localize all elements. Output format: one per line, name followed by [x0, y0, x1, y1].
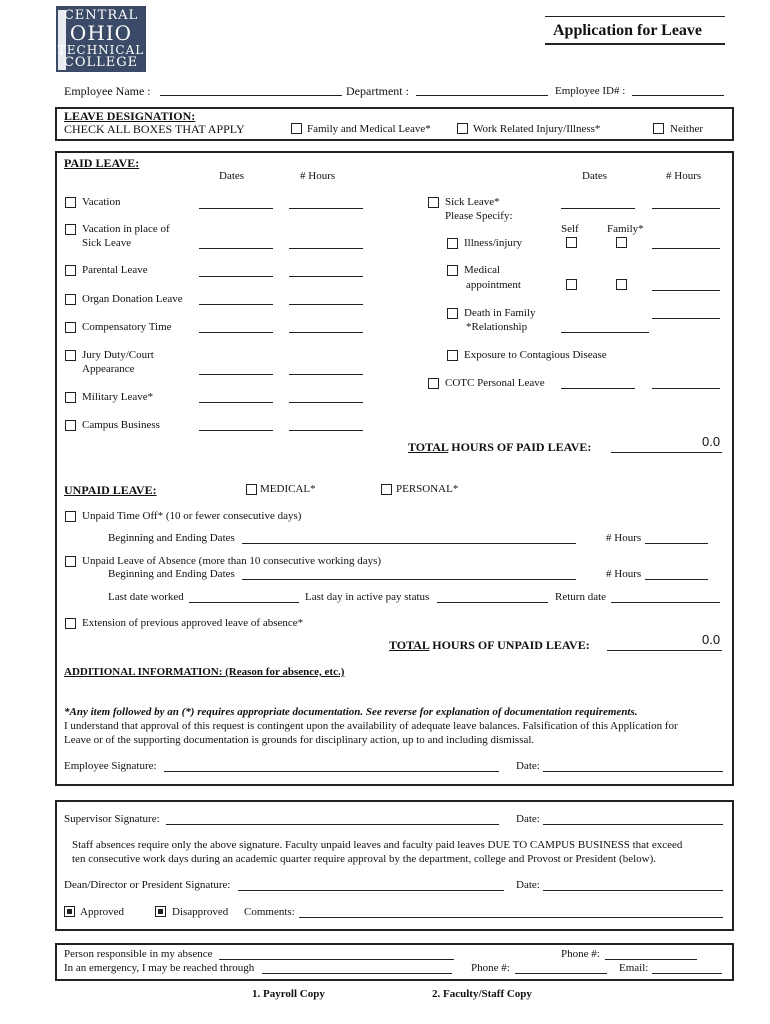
cotc-dates-field[interactable]	[561, 388, 635, 389]
medical-appt-label-1: Medical	[464, 264, 501, 276]
dean-date-field[interactable]	[543, 890, 723, 891]
unpaid-hours-label-1: # Hours	[606, 532, 642, 544]
employee-id-label: Employee ID# :	[555, 85, 626, 97]
extension-label: Extension of previous approved leave of absence*	[82, 617, 304, 629]
responsible-phone-field[interactable]	[605, 959, 697, 960]
payroll-copy-label: 1. Payroll Copy	[252, 988, 325, 1000]
organ-dates-field[interactable]	[199, 304, 273, 305]
death-family-checkbox[interactable]	[447, 308, 458, 319]
designation-subtitle: CHECK ALL BOXES THAT APPLY	[64, 122, 245, 136]
paid-leave-title: PAID LEAVE:	[64, 156, 140, 170]
campus-dates-field[interactable]	[199, 430, 273, 431]
total-paid-label	[408, 440, 591, 455]
emergency-label: In an emergency, I may be reached through	[64, 962, 255, 974]
dean-date-label: Date:	[516, 879, 540, 891]
responsible-person-field[interactable]	[219, 959, 454, 960]
dean-signature-field[interactable]	[238, 890, 504, 891]
begin-end-label-1: Beginning and Ending Dates	[108, 532, 235, 544]
medical-self-checkbox[interactable]	[566, 279, 577, 290]
work-injury-checkbox[interactable]	[457, 123, 468, 134]
department-label: Department :	[346, 84, 409, 98]
organ-donation-checkbox[interactable]	[65, 294, 76, 305]
campus-business-checkbox[interactable]	[65, 420, 76, 431]
employee-date-field[interactable]	[543, 771, 723, 772]
designation-title: LEAVE DESIGNATION:	[64, 109, 196, 123]
vacation-label: Vacation	[82, 196, 121, 208]
department-field[interactable]	[416, 95, 548, 96]
college-logo	[56, 6, 146, 72]
sick-hours-field[interactable]	[652, 208, 720, 209]
unpaid-leave-title: UNPAID LEAVE:	[64, 483, 157, 497]
jury-duty-label-1: Jury Duty/Court	[82, 349, 154, 361]
emergency-phone-field[interactable]	[515, 973, 607, 974]
title-bottom-rule	[545, 43, 725, 45]
unpaid-absence-label: Unpaid Leave of Absence (more than 10 consecutive working days)	[82, 555, 382, 567]
death-hours-field[interactable]	[652, 318, 720, 319]
staff-note-2: ten consecutive work days during an academic quarter require approval by the department, college and Provost or President (below).	[72, 853, 657, 865]
vacation-sick-label-2: Sick Leave	[82, 237, 132, 249]
title-top-rule	[545, 16, 725, 17]
comments-label: Comments:	[244, 906, 295, 918]
last-pay-field[interactable]	[437, 602, 548, 603]
total-unpaid-rest: HOURS OF UNPAID LEAVE:	[432, 638, 590, 652]
vacation-sick-checkbox[interactable]	[65, 224, 76, 235]
organ-hours-field[interactable]	[289, 304, 363, 305]
illness-self-checkbox[interactable]	[566, 237, 577, 248]
please-specify-label: Please Specify:	[445, 210, 513, 222]
organ-donation-label: Organ Donation Leave	[82, 293, 183, 305]
sick-dates-field[interactable]	[561, 208, 635, 209]
vacation-sick-dates-field[interactable]	[199, 248, 273, 249]
neither-checkbox[interactable]	[653, 123, 664, 134]
last-pay-label: Last day in active pay status	[305, 591, 430, 603]
supervisor-signature-label: Supervisor Signature:	[64, 813, 160, 825]
cotc-hours-field[interactable]	[652, 388, 720, 389]
last-worked-label: Last date worked	[108, 591, 184, 603]
jury-dates-field[interactable]	[199, 374, 273, 375]
vacation-sick-label-1: Vacation in place of	[82, 223, 170, 235]
cotc-personal-checkbox[interactable]	[428, 378, 439, 389]
disapproved-label: Disapproved	[172, 906, 229, 918]
last-worked-field[interactable]	[189, 602, 299, 603]
comp-hours-field[interactable]	[289, 332, 363, 333]
paid-dates-header-left: Dates	[219, 170, 245, 182]
employee-date-label: Date:	[516, 760, 540, 772]
unpaid-personal-checkbox[interactable]	[381, 484, 392, 495]
employee-name-field[interactable]	[160, 95, 342, 96]
paid-hours-header-left: # Hours	[300, 170, 336, 182]
military-dates-field[interactable]	[199, 402, 273, 403]
compensatory-label: Compensatory Time	[82, 321, 172, 333]
extension-checkbox[interactable]	[65, 618, 76, 629]
exposure-checkbox[interactable]	[447, 350, 458, 361]
staff-note-1: Staff absences require only the above signature. Faculty unpaid leaves and faculty paid leaves DUE TO CAMPUS BUSINESS that exceed	[72, 839, 683, 851]
supervisor-date-field[interactable]	[543, 824, 723, 825]
sick-leave-checkbox[interactable]	[428, 197, 439, 208]
leave-details-section	[55, 151, 734, 786]
page-title: Application for Leave	[553, 22, 703, 39]
logo-line-central: CENTRAL	[63, 8, 139, 23]
return-date-label: Return date	[555, 591, 607, 603]
unpaid-hours-field-2[interactable]	[645, 579, 708, 580]
emergency-contact-field[interactable]	[262, 973, 452, 974]
unpaid-hours-field-1[interactable]	[645, 543, 708, 544]
unpaid-hours-label-2: # Hours	[606, 568, 642, 580]
jury-duty-label-2: Appearance	[82, 363, 135, 375]
medical-appt-label-2: appointment	[466, 279, 521, 291]
unpaid-personal-label: PERSONAL*	[396, 483, 459, 495]
email-label: Email:	[619, 962, 649, 974]
approved-checkbox[interactable]	[64, 906, 75, 917]
begin-end-label-2: Beginning and Ending Dates	[108, 568, 235, 580]
begin-end-field-1[interactable]	[242, 543, 576, 544]
employee-id-field[interactable]	[632, 95, 724, 96]
medical-appt-checkbox[interactable]	[447, 265, 458, 276]
total-unpaid-value: 0.0	[702, 632, 721, 647]
employee-signature-field[interactable]	[164, 771, 499, 772]
jury-hours-field[interactable]	[289, 374, 363, 375]
total-unpaid-label	[389, 638, 590, 653]
employee-signature-label: Employee Signature:	[64, 760, 157, 772]
work-injury-label: Work Related Injury/Illness*	[473, 123, 601, 135]
total-paid-field[interactable]	[611, 452, 722, 453]
paid-hours-header-right: # Hours	[666, 170, 702, 182]
total-paid-rest: HOURS OF PAID LEAVE:	[451, 440, 592, 454]
documentation-note: *Any item followed by an (*) requires appropriate documentation. See reverse for explanation of documentation requirements.	[64, 706, 638, 718]
unpaid-medical-checkbox[interactable]	[246, 484, 257, 495]
vacation-hours-field[interactable]	[289, 208, 363, 209]
campus-business-label: Campus Business	[82, 419, 160, 431]
logo-line-ohio: OHIO	[69, 21, 133, 45]
supervisor-date-label: Date:	[516, 813, 540, 825]
death-family-label-2: *Relationship	[466, 321, 528, 333]
comments-field[interactable]	[299, 917, 723, 918]
campus-hours-field[interactable]	[289, 430, 363, 431]
unpaid-medical-label: MEDICAL*	[260, 483, 316, 495]
approved-label: Approved	[80, 906, 124, 918]
military-hours-field[interactable]	[289, 402, 363, 403]
military-checkbox[interactable]	[65, 392, 76, 403]
death-family-label-1: Death in Family	[464, 307, 536, 319]
illness-label: Illness/injury	[464, 237, 523, 249]
family-medical-checkbox[interactable]	[291, 123, 302, 134]
logo-line-technical: TECHNICAL	[57, 43, 145, 57]
family-medical-label: Family and Medical Leave*	[307, 123, 431, 135]
medical-hours-field[interactable]	[652, 290, 720, 291]
sick-leave-label: Sick Leave*	[445, 196, 500, 208]
comp-dates-field[interactable]	[199, 332, 273, 333]
supervisor-signature-field[interactable]	[166, 824, 499, 825]
total-unpaid-word: TOTAL	[389, 638, 430, 652]
self-header: Self	[561, 223, 579, 235]
emergency-phone-label: Phone #:	[471, 962, 510, 974]
unpaid-absence-checkbox[interactable]	[65, 556, 76, 567]
disapproved-checkbox[interactable]	[155, 906, 166, 917]
vacation-checkbox[interactable]	[65, 197, 76, 208]
parental-checkbox[interactable]	[65, 265, 76, 276]
cotc-personal-label: COTC Personal Leave	[445, 377, 545, 389]
responsible-person-label: Person responsible in my absence	[64, 948, 213, 960]
email-field[interactable]	[652, 973, 722, 974]
staff-copy-label: 2. Faculty/Staff Copy	[432, 988, 532, 1000]
family-header: Family*	[607, 223, 644, 235]
illness-checkbox[interactable]	[447, 238, 458, 249]
exposure-label: Exposure to Contagious Disease	[464, 349, 607, 361]
parental-dates-field[interactable]	[199, 276, 273, 277]
illness-family-checkbox[interactable]	[616, 237, 627, 248]
total-unpaid-field[interactable]	[607, 650, 722, 651]
illness-hours-field[interactable]	[652, 248, 720, 249]
parental-label: Parental Leave	[82, 264, 148, 276]
military-label: Military Leave*	[82, 391, 154, 403]
paid-dates-header-right: Dates	[582, 170, 608, 182]
relationship-field[interactable]	[561, 332, 649, 333]
responsible-phone-label: Phone #:	[561, 948, 600, 960]
dean-signature-label: Dean/Director or President Signature:	[64, 879, 231, 891]
parental-hours-field[interactable]	[289, 276, 363, 277]
jury-duty-checkbox[interactable]	[65, 350, 76, 361]
begin-end-field-2[interactable]	[242, 579, 576, 580]
understanding-note-2: Leave or of the supporting documentation is grounds for disciplinary action, up to and including dismissal.	[64, 734, 535, 746]
unpaid-time-off-label: Unpaid Time Off* (10 or fewer consecutive days)	[82, 510, 302, 522]
understanding-note-1: I understand that approval of this request is contingent upon the availability of adequate leave balances. Falsification of this Application for	[64, 720, 678, 732]
vacation-dates-field[interactable]	[199, 208, 273, 209]
vacation-sick-hours-field[interactable]	[289, 248, 363, 249]
return-date-field[interactable]	[611, 602, 720, 603]
neither-label: Neither	[670, 123, 703, 135]
employee-name-label: Employee Name :	[64, 84, 151, 98]
additional-info-label: ADDITIONAL INFORMATION: (Reason for absence, etc.)	[64, 666, 345, 678]
total-paid-word: TOTAL	[408, 440, 449, 454]
logo-line-college: COLLEGE	[63, 55, 139, 70]
medical-family-checkbox[interactable]	[616, 279, 627, 290]
unpaid-time-off-checkbox[interactable]	[65, 511, 76, 522]
total-paid-value: 0.0	[702, 434, 721, 449]
compensatory-checkbox[interactable]	[65, 322, 76, 333]
